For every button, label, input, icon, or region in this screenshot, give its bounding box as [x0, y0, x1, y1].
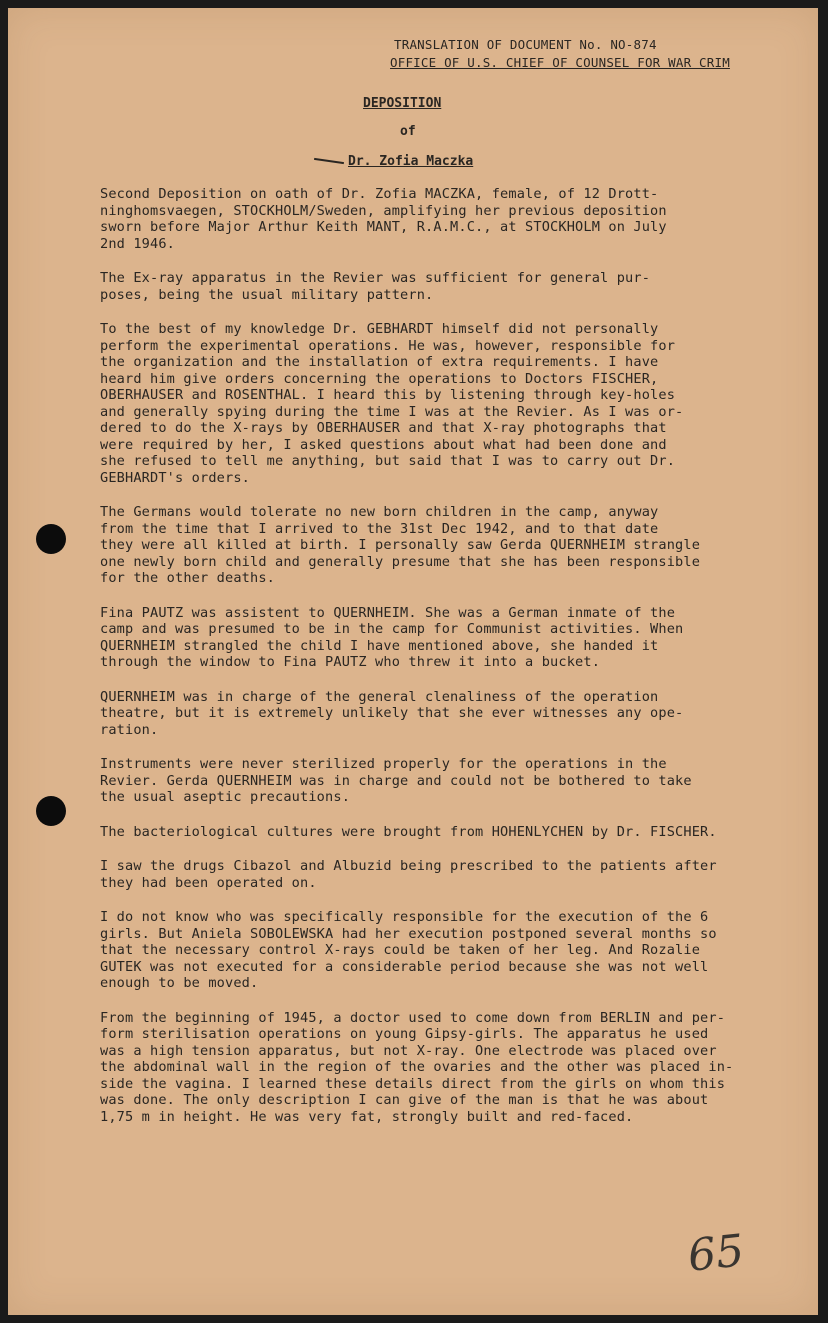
punch-hole [36, 524, 66, 554]
header-line-1: TRANSLATION OF DOCUMENT No. NO-874 [394, 37, 657, 52]
header-line-2: OFFICE OF U.S. CHIEF OF COUNSEL FOR WAR CRIM [390, 55, 730, 70]
paragraph: I do not know who was specifically responsible for the execution of the 6 girls. But Aniela SOBOLEWSKA had her execution postponed several months so that the necessary control X-rays could be taken of her leg. And Rozalie GUTEK was not executed for a considerable period because she was not well enough to be moved. [100, 909, 717, 991]
paragraph: Second Deposition on oath of Dr. Zofia MACZKA, female, of 12 Drott- ninghomsvaegen, STOCKHOLM/Sweden, amplifying her previous deposition sworn before Major Arthur Keith MANT, R.A.M.C., at STOCKHOLM on July 2nd 1946. [100, 186, 667, 252]
document-title: DEPOSITION [363, 96, 442, 111]
paragraph: The Germans would tolerate no new born children in the camp, anyway from the time that I arrived to the 31st Dec 1942, and to that date they were all killed at birth. I personally saw Gerda QUERNHEIM strangle one newly born child and generally presume that she has been responsible for the other deaths. [100, 504, 701, 586]
document-page [8, 8, 818, 1315]
title-of: of [400, 124, 416, 139]
paragraph: I saw the drugs Cibazol and Albuzid being prescribed to the patients after they had been operated on. [100, 858, 717, 891]
punch-hole [36, 796, 66, 826]
paragraph: QUERNHEIM was in charge of the general clenaliness of the operation theatre, but it is extremely unlikely that she ever witnesses any ope- ration. [100, 688, 684, 738]
deponent-name: Dr. Zofia Maczka [348, 154, 474, 169]
paragraph: Instruments were never sterilized properly for the operations in the Revier. Gerda QUERNHEIM was in charge and could not be bothered to take the usual aseptic precautions. [100, 756, 692, 805]
document-header [390, 36, 730, 72]
paragraph: To the best of my knowledge Dr. GEBHARDT himself did not personally perform the experimental operations. He was, however, responsible for the organization and the installation of extra requirements. I have heard him give orders concerning the operations to Doctors FISCHER, OBERHAUSER and ROSENTHAL. I heard this by listening through key-holes and generally spying during the time I was at the Revier. As I was or- dered to do the X-rays by OBERHAUSER and that X-ray photographs that were required by her, I asked questions about what had been done and she refused to tell me anything, but said that I was to carry out Dr. GEBHARDT's orders. [100, 321, 684, 486]
paragraph: From the beginning of 1945, a doctor used to come down from BERLIN and per- form sterilisation operations on young Gipsy-girls. The apparatus he used was a high tension apparatus, but not X-ray. One electrode was placed over the abdominal wall in the region of the ovaries and the other was placed in- side the vagina. I learned these details direct from the girls on whom this was done. The only description I can give of the man is that he was about 1,75 m in height. He was very fat, strongly built and red-faced. [100, 1009, 734, 1125]
paragraph: The bacteriological cultures were brought from HOHENLYCHEN by Dr. FISCHER. [100, 823, 717, 840]
document-body [100, 186, 740, 1143]
pen-mark [314, 158, 344, 164]
page-number: 65 [685, 1225, 747, 1282]
paragraph: The Ex-ray apparatus in the Revier was sufficient for general pur- poses, being the usual military pattern. [100, 270, 651, 303]
paragraph: Fina PAUTZ was assistent to QUERNHEIM. She was a German inmate of the camp and was presumed to be in the camp for Communist activities. When QUERNHEIM strangled the child I have mentioned above, she handed it through the window to Fina PAUTZ who threw it into a bucket. [100, 604, 684, 670]
